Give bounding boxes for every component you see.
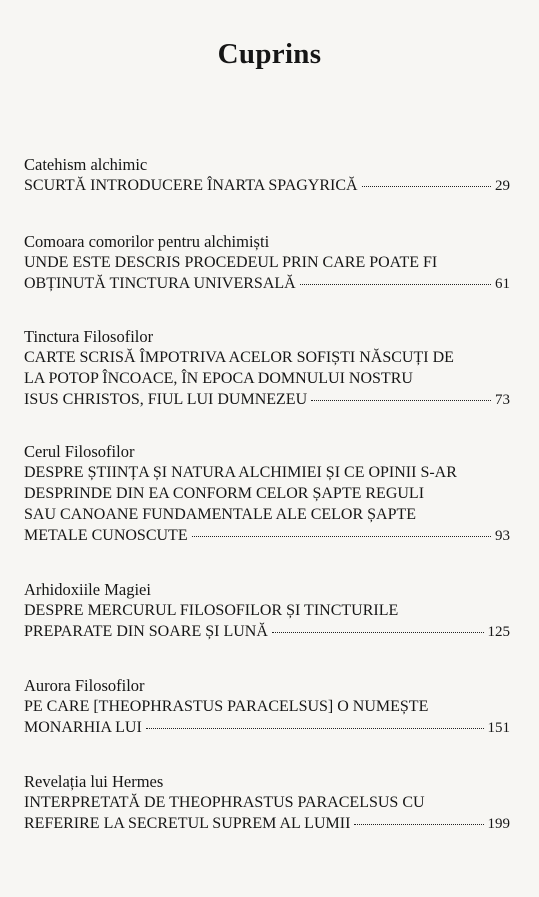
entry-text: LA POTOP ÎNCOACE, ÎN EPOCA DOMNULUI NOSTRU bbox=[24, 370, 413, 387]
dot-leader bbox=[311, 400, 491, 401]
entry-title: Aurora Filosofilor bbox=[24, 676, 145, 695]
toc-entry bbox=[24, 442, 510, 547]
page-number: 29 bbox=[495, 178, 510, 194]
entry-text: DESPRE MERCURUL FILOSOFILOR ȘI TINCTURILE bbox=[24, 602, 399, 619]
entry-last-line bbox=[24, 175, 510, 197]
entry-last-line bbox=[24, 621, 510, 643]
page-number: 125 bbox=[487, 624, 510, 640]
toc-entry bbox=[24, 580, 510, 643]
entry-title: Revelația lui Hermes bbox=[24, 772, 164, 791]
entry-text: UNDE ESTE DESCRIS PROCEDEUL PRIN CARE POATE FI bbox=[24, 254, 438, 271]
page-number: 151 bbox=[487, 720, 510, 736]
entry-title: Arhidoxiile Magiei bbox=[24, 580, 151, 599]
entry-title: Tinctura Filosofilor bbox=[24, 327, 154, 346]
dot-leader bbox=[362, 186, 491, 187]
entry-text: PE CARE [THEOPHRASTUS PARACELSUS] O NUMEȘTE bbox=[24, 698, 429, 715]
toc-entry bbox=[24, 772, 510, 835]
dot-leader bbox=[146, 728, 484, 729]
page-title: Cuprins bbox=[217, 38, 322, 70]
entry-last-line bbox=[24, 525, 510, 547]
entry-last-line bbox=[24, 717, 510, 739]
page-number: 93 bbox=[495, 528, 510, 544]
entry-text: DESPRINDE DIN EA CONFORM CELOR ȘAPTE REGULI bbox=[24, 485, 425, 502]
entry-text: MONARHIA LUI bbox=[24, 719, 142, 736]
entry-last-line bbox=[24, 273, 510, 295]
entry-title: Comoara comorilor pentru alchimiști bbox=[24, 232, 270, 251]
entry-text: METALE CUNOSCUTE bbox=[24, 527, 188, 544]
entry-text: PREPARATE DIN SOARE ȘI LUNĂ bbox=[24, 623, 268, 640]
toc-entry bbox=[24, 676, 510, 739]
entry-last-line bbox=[24, 813, 510, 835]
entry-text: SAU CANOANE FUNDAMENTALE ALE CELOR ȘAPTE bbox=[24, 506, 417, 523]
page-number: 73 bbox=[495, 392, 510, 408]
toc-entry bbox=[24, 155, 510, 197]
entry-text: DESPRE ȘTIINȚA ȘI NATURA ALCHIMIEI ȘI CE OPINII S-AR bbox=[24, 464, 457, 481]
toc-entry bbox=[24, 327, 510, 411]
entry-text: SCURTĂ INTRODUCERE ÎNARTA SPAGYRICĂ bbox=[24, 177, 358, 194]
entry-last-line bbox=[24, 389, 510, 411]
page-number: 199 bbox=[487, 816, 510, 832]
dot-leader bbox=[272, 632, 484, 633]
toc-entry bbox=[24, 232, 510, 295]
entry-title: Catehism alchimic bbox=[24, 155, 148, 174]
entry-text: INTERPRETATĂ DE THEOPHRASTUS PARACELSUS CU bbox=[24, 794, 425, 811]
entry-text: REFERIRE LA SECRETUL SUPREM AL LUMII bbox=[24, 815, 351, 832]
entry-text: ISUS CHRISTOS, FIUL LUI DUMNEZEU bbox=[24, 391, 308, 408]
entry-text: CARTE SCRISĂ ÎMPOTRIVA ACELOR SOFIȘTI NĂSCUȚI DE bbox=[24, 349, 454, 366]
page-number: 61 bbox=[495, 276, 510, 292]
dot-leader bbox=[300, 284, 491, 285]
dot-leader bbox=[354, 824, 483, 825]
entry-text: OBȚINUTĂ TINCTURA UNIVERSALĂ bbox=[24, 275, 296, 292]
dot-leader bbox=[192, 536, 491, 537]
entry-title: Cerul Filosofilor bbox=[24, 442, 135, 461]
